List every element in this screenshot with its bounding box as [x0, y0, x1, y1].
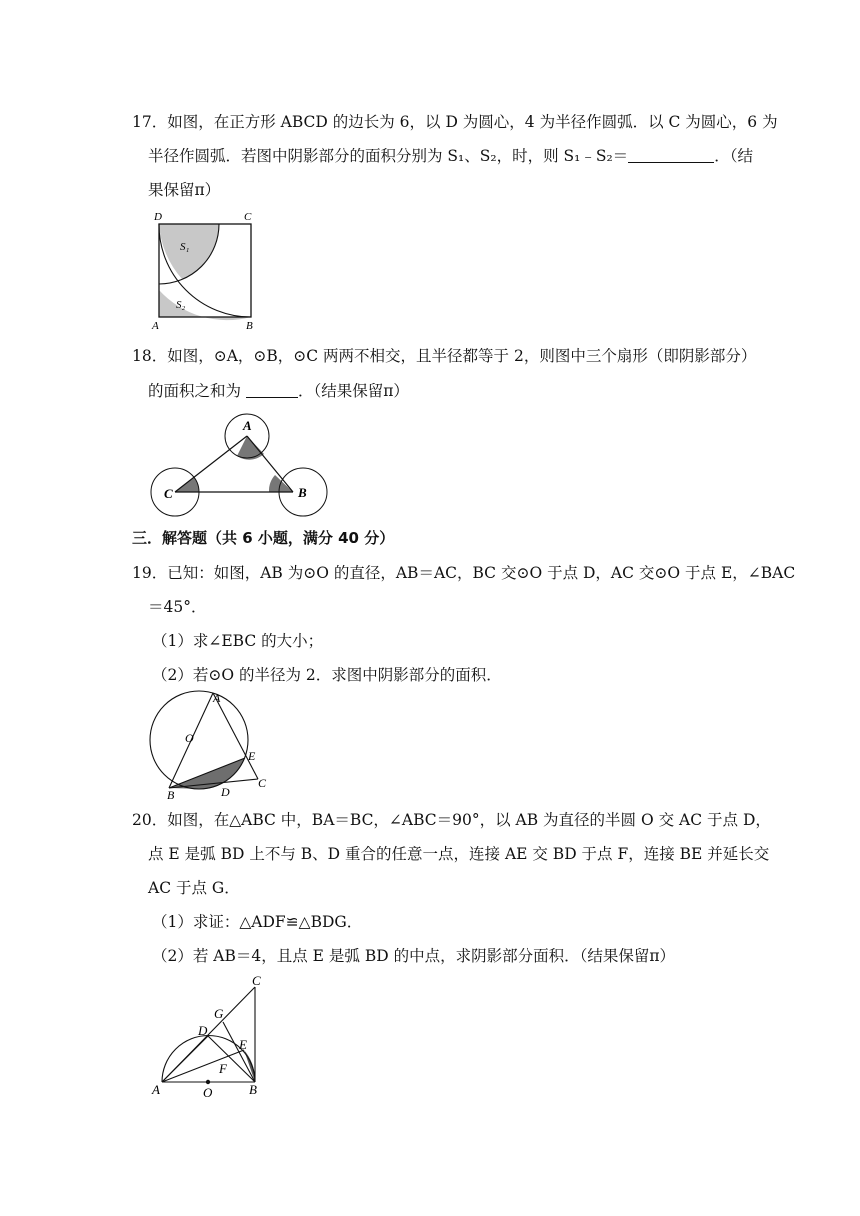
q17-answer-blank	[628, 148, 714, 163]
q18-label-c: C	[164, 486, 173, 501]
q17-label-c: C	[244, 211, 252, 223]
q18-label-b: B	[298, 485, 307, 500]
q17-line-2-tail: ．（结	[714, 147, 753, 165]
q19-label-c: C	[258, 776, 267, 790]
q19-part-2: （2）若⊙O 的半径为 2．求图中阴影部分的面积．	[152, 666, 502, 684]
q19-line-2: ＝45°．	[148, 598, 207, 616]
section-3-heading: 三．解答题（共 6 小题，满分 40 分）	[132, 529, 395, 547]
q17-line-1: 17．如图，在正方形 ABCD 的边长为 6，以 D 为圆心，4 为半径作圆弧．以 C 为圆心，6 为	[132, 113, 778, 131]
q19-part-1: （1）求∠EBC 的大小；	[152, 632, 324, 650]
q20-line-1: 20．如图，在△ABC 中，BA＝BC，∠ABC＝90°，以 AB 为直径的半圆 O 交 AC 于点 D，	[132, 811, 771, 829]
q20-part-1: （1）求证：△ADF≌△BDG．	[152, 913, 363, 931]
q17-line-2	[148, 146, 753, 166]
q17-label-a: A	[152, 320, 159, 332]
q17-label-s1: S₁	[180, 241, 190, 253]
q20-label-g: G	[214, 1006, 224, 1021]
q20-bg	[223, 1022, 255, 1082]
q19-label-e: E	[248, 749, 256, 763]
q20-label-b: B	[249, 1082, 257, 1097]
q20-ae	[162, 1050, 244, 1082]
q20-figure	[148, 975, 278, 1100]
q18-line-2	[148, 381, 409, 401]
q20-label-a: A	[152, 1082, 160, 1097]
q19-label-a: A	[213, 691, 221, 705]
q17-label-d: D	[154, 211, 162, 223]
q17-line-2-text: 半径作圆弧．若图中阴影部分的面积分别为 S₁、S₂，时，则 S₁﹣S₂＝	[148, 147, 629, 165]
q20-part-2: （2）若 AB＝4，且点 E 是弧 BD 的中点，求阴影部分面积．（结果保留π）	[152, 947, 676, 965]
q19-line-1: 19．已知：如图，AB 为⊙O 的直径，AB＝AC，BC 交⊙O 于点 D，AC 交⊙O 于点 E，∠BAC	[132, 564, 796, 582]
q18-label-a: A	[243, 418, 252, 433]
q20-label-f: F	[219, 1061, 227, 1076]
q20-label-o: O	[203, 1085, 213, 1100]
q18-line-1: 18．如图，⊙A，⊙B，⊙C 两两不相交，且半径都等于 2，则图中三个扇形（即阴影部分）	[132, 347, 757, 365]
q19-label-b: B	[167, 788, 175, 802]
q19-label-o: O	[185, 731, 194, 745]
q17-label-b: B	[246, 320, 253, 332]
q20-label-c: C	[252, 973, 261, 988]
q18-line-2-text: 的面积之和为	[148, 382, 242, 400]
q20-line-3: AC 于点 G．	[148, 879, 240, 897]
q17-figure	[150, 210, 260, 335]
q18-figure	[150, 408, 330, 518]
q20-center-dot	[206, 1080, 210, 1084]
q19-label-d: D	[221, 785, 230, 799]
q17-line-3: 果保留π）	[148, 181, 221, 199]
q20-label-e: E	[239, 1037, 247, 1052]
q18-side-ac	[175, 436, 247, 492]
q17-label-s2: S₂	[176, 299, 186, 311]
q20-label-d: D	[198, 1023, 208, 1038]
q18-side-ab	[247, 436, 293, 492]
q19-circle-o	[150, 691, 248, 789]
q20-ad-chord	[162, 1036, 208, 1082]
q18-line-2-tail: ．（结果保留π）	[297, 382, 409, 400]
q19-figure	[145, 690, 275, 800]
q18-answer-blank	[246, 383, 298, 398]
q20-line-2: 点 E 是弧 BD 上不与 B、D 重合的任意一点，连接 AE 交 BD 于点 F，连接 BE 并延长交	[148, 845, 770, 863]
